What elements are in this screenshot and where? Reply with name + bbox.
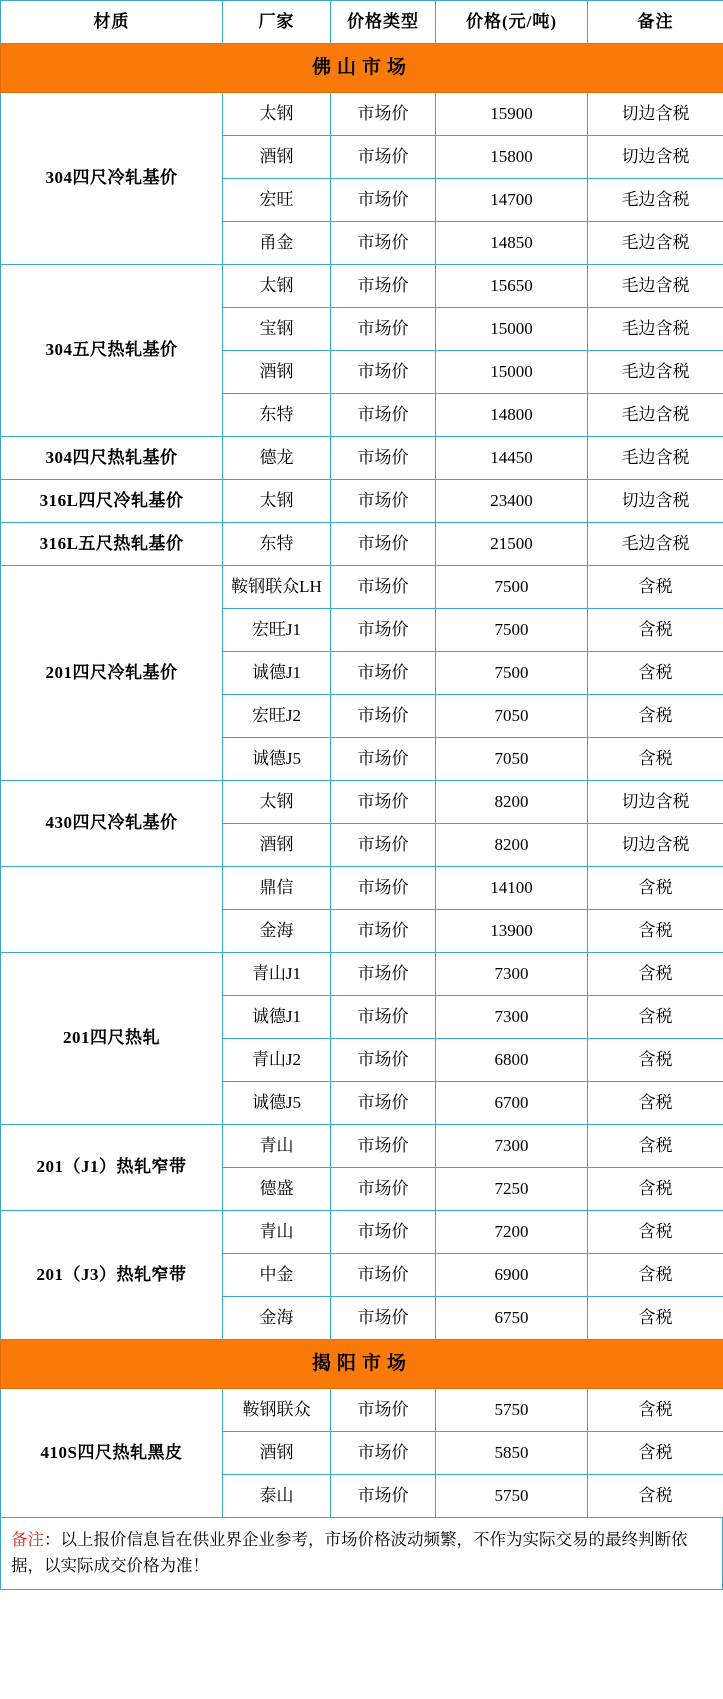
header-factory: 厂家 <box>223 1 331 44</box>
remark-value: 切边含税 <box>588 480 723 523</box>
price-type: 市场价 <box>331 1297 436 1340</box>
price-type: 市场价 <box>331 738 436 781</box>
factory-name: 诚德J1 <box>223 996 331 1039</box>
table-row <box>1 265 723 308</box>
price-value: 14850 <box>436 222 588 265</box>
price-type: 市场价 <box>331 824 436 867</box>
table-row <box>1 1389 723 1432</box>
factory-name: 青山 <box>223 1125 331 1168</box>
remark-value: 含税 <box>588 1297 723 1340</box>
price-value: 23400 <box>436 480 588 523</box>
price-type: 市场价 <box>331 93 436 136</box>
remark-value: 毛边含税 <box>588 222 723 265</box>
price-value: 15000 <box>436 308 588 351</box>
factory-name: 鞍钢联众 <box>223 1389 331 1432</box>
header-row <box>1 1 723 44</box>
header-material: 材质 <box>1 1 223 44</box>
price-value: 15900 <box>436 93 588 136</box>
price-type: 市场价 <box>331 480 436 523</box>
factory-name: 鼎信 <box>223 867 331 910</box>
material-name-empty <box>1 867 223 953</box>
factory-name: 东特 <box>223 523 331 566</box>
factory-name: 酒钢 <box>223 824 331 867</box>
remark-value: 含税 <box>588 1168 723 1211</box>
factory-name: 太钢 <box>223 93 331 136</box>
market-section-row <box>1 1340 723 1389</box>
factory-name: 太钢 <box>223 781 331 824</box>
remark-value: 含税 <box>588 1039 723 1082</box>
price-type: 市场价 <box>331 1125 436 1168</box>
factory-name: 青山J2 <box>223 1039 331 1082</box>
price-type: 市场价 <box>331 695 436 738</box>
remark-value: 含税 <box>588 609 723 652</box>
price-type: 市场价 <box>331 179 436 222</box>
price-value: 14700 <box>436 179 588 222</box>
table-row <box>1 93 723 136</box>
price-value: 7200 <box>436 1211 588 1254</box>
price-value: 7500 <box>436 566 588 609</box>
factory-name: 宝钢 <box>223 308 331 351</box>
price-value: 14450 <box>436 437 588 480</box>
price-type: 市场价 <box>331 523 436 566</box>
table-row <box>1 480 723 523</box>
remark-value: 含税 <box>588 695 723 738</box>
price-type: 市场价 <box>331 609 436 652</box>
factory-name: 宏旺J1 <box>223 609 331 652</box>
price-value: 7500 <box>436 609 588 652</box>
price-value: 7300 <box>436 953 588 996</box>
remark-value: 毛边含税 <box>588 394 723 437</box>
price-type: 市场价 <box>331 910 436 953</box>
factory-name: 东特 <box>223 394 331 437</box>
table-row <box>1 523 723 566</box>
price-type: 市场价 <box>331 953 436 996</box>
table-row <box>1 1211 723 1254</box>
remark-value: 含税 <box>588 1389 723 1432</box>
price-value: 5850 <box>436 1432 588 1475</box>
remark-value: 毛边含税 <box>588 437 723 480</box>
price-value: 14800 <box>436 394 588 437</box>
material-name: 201（J3）热轧窄带 <box>1 1211 223 1340</box>
price-type: 市场价 <box>331 867 436 910</box>
price-type: 市场价 <box>331 652 436 695</box>
price-type: 市场价 <box>331 394 436 437</box>
price-value: 15000 <box>436 351 588 394</box>
remark-value: 含税 <box>588 566 723 609</box>
price-value: 7300 <box>436 996 588 1039</box>
price-value: 6800 <box>436 1039 588 1082</box>
material-name: 410S四尺热轧黑皮 <box>1 1389 223 1518</box>
remark-value: 切边含税 <box>588 824 723 867</box>
price-type: 市场价 <box>331 265 436 308</box>
price-type: 市场价 <box>331 1432 436 1475</box>
table-header <box>1 1 723 44</box>
material-name: 201四尺热轧 <box>1 953 223 1125</box>
factory-name: 泰山 <box>223 1475 331 1518</box>
price-value: 15650 <box>436 265 588 308</box>
material-name: 201四尺冷轧基价 <box>1 566 223 781</box>
price-type: 市场价 <box>331 1039 436 1082</box>
factory-name: 太钢 <box>223 265 331 308</box>
footnote-label: 备注 <box>11 1530 44 1549</box>
material-name: 304四尺冷轧基价 <box>1 93 223 265</box>
table-row <box>1 566 723 609</box>
market-section-title: 佛山市场 <box>1 44 723 93</box>
material-name: 430四尺冷轧基价 <box>1 781 223 867</box>
remark-value: 含税 <box>588 1254 723 1297</box>
factory-name: 宏旺J2 <box>223 695 331 738</box>
price-value: 6900 <box>436 1254 588 1297</box>
remark-value: 含税 <box>588 1125 723 1168</box>
price-value: 5750 <box>436 1389 588 1432</box>
factory-name: 酒钢 <box>223 1432 331 1475</box>
remark-value: 含税 <box>588 1211 723 1254</box>
factory-name: 中金 <box>223 1254 331 1297</box>
remark-value: 含税 <box>588 867 723 910</box>
price-value: 8200 <box>436 781 588 824</box>
price-value: 7250 <box>436 1168 588 1211</box>
market-section-row <box>1 44 723 93</box>
material-name: 304五尺热轧基价 <box>1 265 223 437</box>
factory-name: 诚德J5 <box>223 738 331 781</box>
price-type: 市场价 <box>331 222 436 265</box>
price-value: 13900 <box>436 910 588 953</box>
header-price: 价格(元/吨) <box>436 1 588 44</box>
remark-value: 含税 <box>588 996 723 1039</box>
remark-value: 含税 <box>588 738 723 781</box>
remark-value: 含税 <box>588 1082 723 1125</box>
price-type: 市场价 <box>331 1389 436 1432</box>
remark-value: 切边含税 <box>588 93 723 136</box>
remark-value: 含税 <box>588 953 723 996</box>
factory-name: 诚德J5 <box>223 1082 331 1125</box>
factory-name: 宏旺 <box>223 179 331 222</box>
remark-value: 含税 <box>588 1475 723 1518</box>
remark-value: 毛边含税 <box>588 265 723 308</box>
price-type: 市场价 <box>331 351 436 394</box>
table-row <box>1 953 723 996</box>
remark-value: 切边含税 <box>588 136 723 179</box>
header-remark: 备注 <box>588 1 723 44</box>
material-name: 201（J1）热轧窄带 <box>1 1125 223 1211</box>
price-type: 市场价 <box>331 308 436 351</box>
remark-value: 毛边含税 <box>588 308 723 351</box>
factory-name: 太钢 <box>223 480 331 523</box>
factory-name: 酒钢 <box>223 136 331 179</box>
price-type: 市场价 <box>331 1082 436 1125</box>
price-value: 14100 <box>436 867 588 910</box>
price-type: 市场价 <box>331 781 436 824</box>
factory-name: 金海 <box>223 910 331 953</box>
factory-name: 甬金 <box>223 222 331 265</box>
price-value: 7500 <box>436 652 588 695</box>
remark-value: 含税 <box>588 652 723 695</box>
footnote <box>0 1518 723 1590</box>
factory-name: 德龙 <box>223 437 331 480</box>
price-value: 7300 <box>436 1125 588 1168</box>
factory-name: 诚德J1 <box>223 652 331 695</box>
price-value: 7050 <box>436 695 588 738</box>
market-section-title: 揭阳市场 <box>1 1340 723 1389</box>
remark-value: 毛边含税 <box>588 179 723 222</box>
price-value: 7050 <box>436 738 588 781</box>
factory-name: 青山 <box>223 1211 331 1254</box>
remark-value: 毛边含税 <box>588 523 723 566</box>
factory-name: 鞍钢联众LH <box>223 566 331 609</box>
price-value: 21500 <box>436 523 588 566</box>
factory-name: 德盛 <box>223 1168 331 1211</box>
price-type: 市场价 <box>331 1475 436 1518</box>
remark-value: 毛边含税 <box>588 351 723 394</box>
footnote-text: ：以上报价信息旨在供业界企业参考，市场价格波动频繁，不作为实际交易的最终判断依据，以实际成交价格为准！ <box>11 1530 688 1575</box>
price-type: 市场价 <box>331 566 436 609</box>
price-value: 6700 <box>436 1082 588 1125</box>
price-type: 市场价 <box>331 1211 436 1254</box>
price-type: 市场价 <box>331 1168 436 1211</box>
material-name: 316L四尺冷轧基价 <box>1 480 223 523</box>
table-row <box>1 781 723 824</box>
table-row <box>1 437 723 480</box>
price-value: 6750 <box>436 1297 588 1340</box>
remark-value: 含税 <box>588 910 723 953</box>
header-price-type: 价格类型 <box>331 1 436 44</box>
table-row <box>1 1125 723 1168</box>
remark-value: 含税 <box>588 1432 723 1475</box>
material-name: 316L五尺热轧基价 <box>1 523 223 566</box>
price-type: 市场价 <box>331 1254 436 1297</box>
price-type: 市场价 <box>331 136 436 179</box>
price-value: 15800 <box>436 136 588 179</box>
factory-name: 青山J1 <box>223 953 331 996</box>
price-type: 市场价 <box>331 437 436 480</box>
factory-name: 金海 <box>223 1297 331 1340</box>
price-value: 8200 <box>436 824 588 867</box>
price-type: 市场价 <box>331 996 436 1039</box>
remark-value: 切边含税 <box>588 781 723 824</box>
table-body <box>1 44 723 1518</box>
factory-name: 酒钢 <box>223 351 331 394</box>
table-row <box>1 867 723 910</box>
material-name: 304四尺热轧基价 <box>1 437 223 480</box>
price-value: 5750 <box>436 1475 588 1518</box>
